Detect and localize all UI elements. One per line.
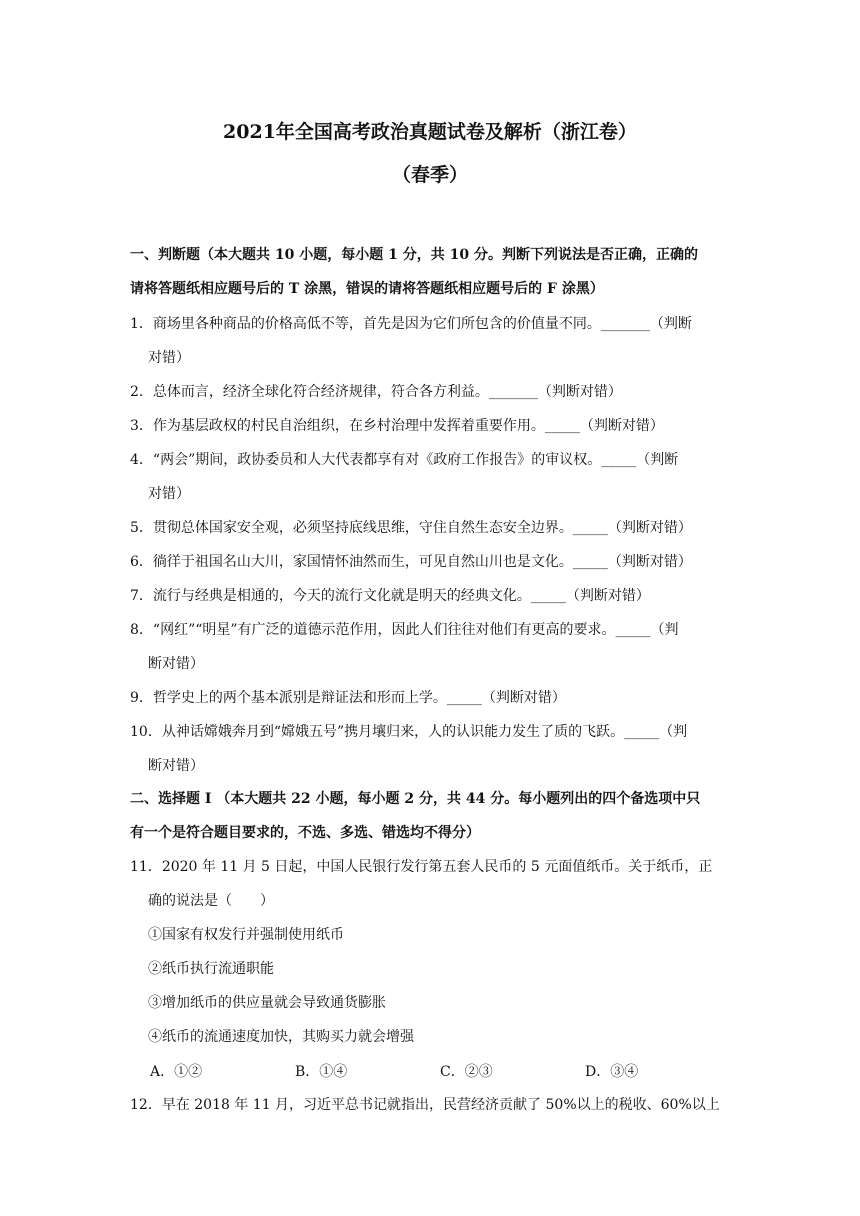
question-10: 10．从神话嫦娥奔月到“嫦娥五号”携月壤归来，人的认识能力发生了质的飞跃。_____（判 xyxy=(130,724,688,740)
question-7: 7．流行与经典是相通的，今天的流行文化就是明天的经典文化。_____（判断对错） xyxy=(130,588,650,604)
question-10-cont: 断对错） xyxy=(148,758,204,774)
document-subtitle: （春季） xyxy=(391,164,468,186)
question-2: 2．总体而言，经济全球化符合经济规律，符合各方利益。_______（判断对错） xyxy=(130,384,622,400)
question-1-cont: 对错） xyxy=(148,350,190,366)
question-4-cont: 对错） xyxy=(148,486,190,502)
document-title: 2021年全国高考政治真题试卷及解析（浙江卷） xyxy=(223,121,637,143)
question-8: 8．“网红”“明星”有广泛的道德示范作用，因此人们往往对他们有更高的要求。_____（判 xyxy=(130,622,679,638)
choice-b: B．①④ xyxy=(295,1064,348,1080)
section1-heading-line1: 一、判断题（本大题共 10 小题，每小题 1 分，共 10 分。判断下列说法是否正确，正确的 xyxy=(130,247,698,263)
question-8-cont: 断对错） xyxy=(148,656,204,672)
question-3: 3．作为基层政权的村民自治组织，在乡村治理中发挥着重要作用。_____（判断对错） xyxy=(130,418,664,434)
question-4: 4．“两会”期间，政协委员和人大代表都享有对《政府工作报告》的审议权。_____（判断 xyxy=(130,452,679,468)
question-11-stem-cont: 确的说法是（ ） xyxy=(148,893,274,909)
choice-a: A．①② xyxy=(150,1064,203,1080)
question-11-option-3: ③增加纸币的供应量就会导致通货膨胀 xyxy=(148,995,386,1011)
choice-c: C．②③ xyxy=(440,1064,493,1080)
question-11-option-2: ②纸币执行流通职能 xyxy=(148,961,274,977)
question-11-stem: 11．2020 年 11 月 5 日起，中国人民银行发行第五套人民币的 5 元面值纸币。关于纸币，正 xyxy=(130,859,713,875)
question-11-option-4: ④纸币的流通速度加快，其购买力就会增强 xyxy=(148,1029,414,1045)
section1-heading-line2: 请将答题纸相应题号后的 T 涂黑，错误的请将答题纸相应题号后的 F 涂黑） xyxy=(130,281,604,297)
question-12-stem: 12．早在 2018 年 11 月，习近平总书记就指出，民营经济贡献了 50%以上的税收、60%以上 xyxy=(130,1097,720,1113)
question-1: 1．商场里各种商品的价格高低不等，首先是因为它们所包含的价值量不同。_______（判断 xyxy=(130,316,692,332)
question-9: 9．哲学史上的两个基本派别是辩证法和形而上学。_____（判断对错） xyxy=(130,690,566,706)
question-5: 5．贯彻总体国家安全观，必须坚持底线思维，守住自然生态安全边界。_____（判断对错） xyxy=(130,520,692,536)
choice-d: D．③④ xyxy=(585,1064,639,1080)
section2-heading-line1: 二、选择题 I （本大题共 22 小题，每小题 2 分，共 44 分。每小题列出的四个备选项中只 xyxy=(130,791,701,807)
question-6: 6．徜徉于祖国名山大川，家国情怀油然而生，可见自然山川也是文化。_____（判断对错） xyxy=(130,554,692,570)
section2-heading xyxy=(130,782,730,850)
section1-heading xyxy=(130,238,730,306)
question-11-option-1: ①国家有权发行并强制使用纸币 xyxy=(148,927,344,943)
question-11-choices xyxy=(150,1061,730,1081)
section2-heading-line2: 有一个是符合题目要求的，不选、多选、错选均不得分） xyxy=(130,825,480,841)
